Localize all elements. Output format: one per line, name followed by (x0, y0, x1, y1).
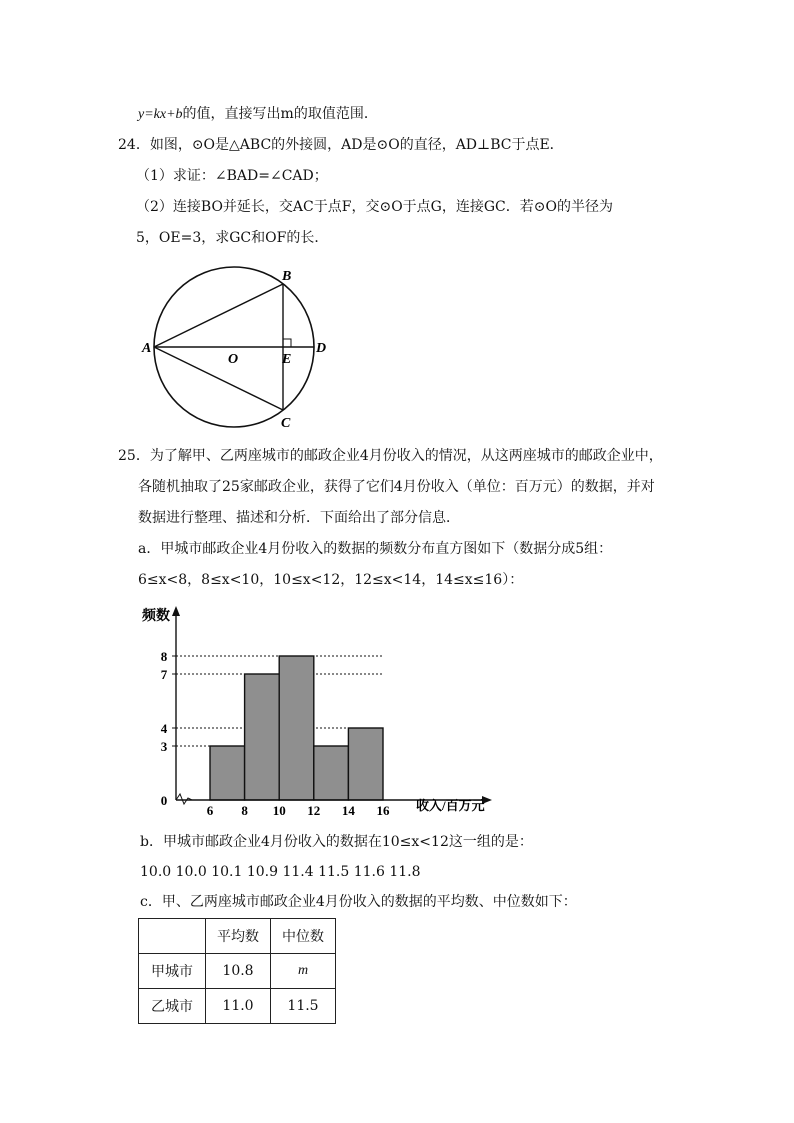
y-tick-label: 7 (160, 667, 168, 682)
y-tick-label: 4 (160, 721, 168, 736)
histogram-bar (210, 746, 245, 800)
table-row (139, 954, 336, 989)
q25-b-line: b．甲城市邮政企业4月份收入的数据在10≤x<12这一组的是： (140, 834, 533, 850)
x-tick-label: 10 (272, 803, 286, 818)
label-b: B (282, 269, 292, 284)
x-tick-label: 6 (206, 803, 214, 818)
axis-break-icon (176, 794, 192, 804)
q25-line1: 25．为了解甲、乙两座城市的邮政企业4月份收入的情况，从这两座城市的邮政企业中， (118, 448, 663, 464)
q24-stem: 24．如图，⊙O是△ABC的外接圆，AD是⊙O的直径，AD⊥BC于点E． (118, 137, 564, 153)
table-cell-median: 11.5 (271, 989, 336, 1024)
histogram-bar (279, 656, 314, 800)
label-c: C (281, 416, 291, 431)
q24-part2-line2: 5，OE=3，求GC和OF的长． (136, 230, 329, 246)
table-header-row (139, 919, 336, 954)
histogram-bar (314, 746, 349, 800)
x-tick-label: 14 (341, 803, 355, 818)
table-cell-median: m (271, 954, 336, 989)
right-angle-mark (283, 339, 291, 347)
y-tick-label: 3 (160, 739, 168, 754)
q25-line3: 数据进行整理、描述和分析．下面给出了部分信息． (138, 510, 460, 526)
table-cell-city: 甲城市 (139, 954, 206, 989)
histogram-chart (136, 600, 516, 818)
histogram-bar (245, 674, 280, 800)
table-cell-city: 乙城市 (139, 989, 206, 1024)
y-tick-label: 0 (160, 793, 168, 808)
label-e: E (282, 352, 292, 367)
q25-line2: 各随机抽取了25家邮政企业，获得了它们4月份收入（单位：百万元）的数据，并对 (138, 479, 655, 495)
q23-tail (138, 104, 378, 125)
q25-a-line1: a．甲城市邮政企业4月份收入的数据的频数分布直方图如下（数据分成5组： (138, 541, 613, 557)
q25-c-line: c．甲、乙两座城市邮政企业4月份收入的数据的平均数、中位数如下： (140, 894, 577, 910)
x-tick-label: 12 (307, 803, 321, 818)
histogram-bar (348, 728, 383, 800)
label-d: D (316, 341, 327, 356)
segment-ab (154, 284, 283, 347)
q24-part1: （1）求证：∠BAD=∠CAD； (136, 168, 328, 184)
q23-expr: y=kx+b (138, 107, 183, 122)
table-header-cell: 平均数 (206, 919, 271, 954)
x-tick-label: 8 (241, 803, 248, 818)
x-tick-label: 16 (376, 803, 390, 818)
q24-part2-line1: （2）连接BO并延长，交AC于点F，交⊙O于点G，连接GC．若⊙O的半径为 (136, 199, 613, 215)
table-cell-mean: 10.8 (206, 954, 271, 989)
q25-b-data: 10.0 10.0 10.1 10.9 11.4 11.5 11.6 11.8 (140, 864, 421, 880)
stats-table (138, 918, 336, 1024)
table-header-cell: 中位数 (271, 919, 336, 954)
segment-ac (154, 347, 283, 410)
y-tick-label: 8 (160, 649, 168, 664)
label-a: A (142, 341, 152, 356)
table-row (139, 989, 336, 1024)
q25-a-line2: 6≤x<8，8≤x<10，10≤x<12，12≤x<14，14≤x≤16）： (138, 572, 524, 588)
label-o: O (228, 352, 239, 367)
x-axis-label: 收入/百万元 (416, 798, 485, 813)
circle-figure (140, 265, 340, 435)
q23-text: 的值，直接写出m的取值范围． (182, 106, 378, 122)
table-cell-mean: 11.0 (206, 989, 271, 1024)
y-axis-label: 频数 (142, 609, 170, 624)
y-axis-arrow (172, 606, 180, 616)
table-header-cell (139, 919, 206, 954)
